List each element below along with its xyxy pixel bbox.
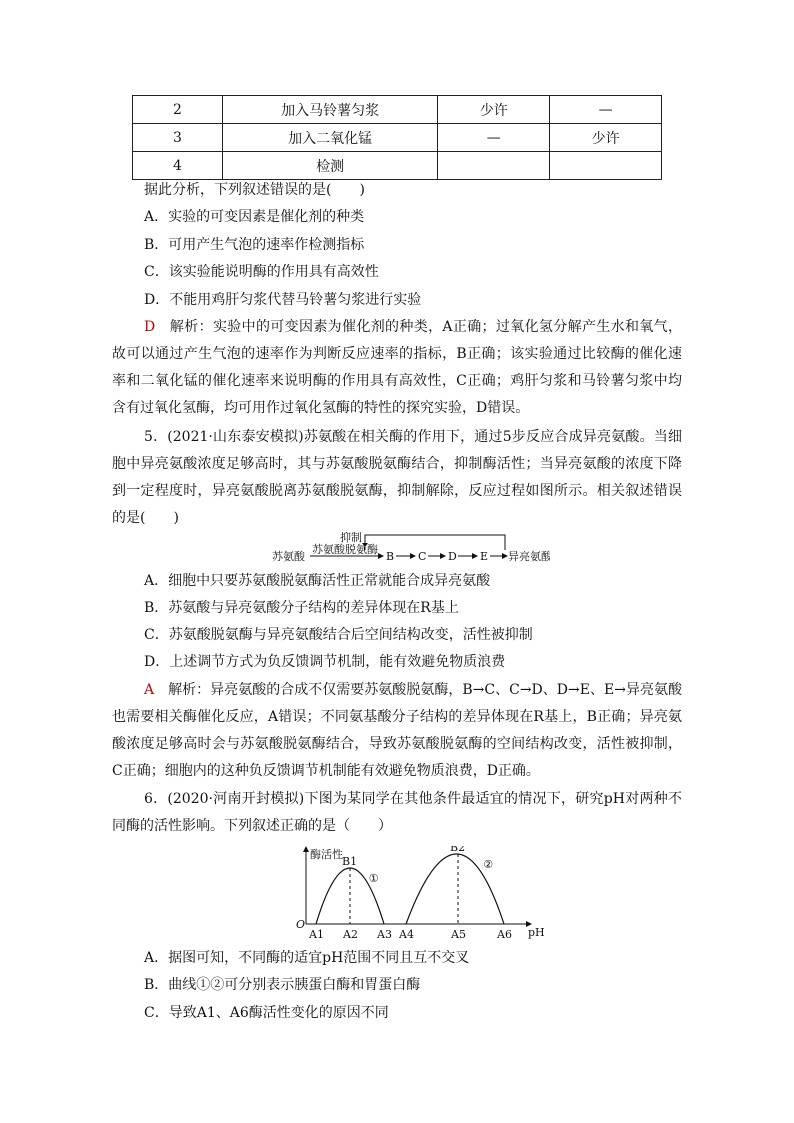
q5-option-a: A．细胞中只要苏氨酸脱氨酶活性正常就能合成异亮氨酸 bbox=[144, 573, 491, 589]
peak-label-1: B1 bbox=[342, 855, 358, 868]
x-tick-label: A2 bbox=[343, 928, 358, 941]
node-start: 苏氨酸 bbox=[272, 550, 305, 563]
table-cell: 2 bbox=[133, 96, 223, 124]
x-axis-label: pH bbox=[528, 926, 545, 939]
q5-explanation bbox=[112, 677, 682, 785]
x-tick-label: A1 bbox=[309, 928, 324, 941]
q6-stem: 6．(2020·河南开封模拟)下图为某同学在其他条件最适宜的情况下，研究pH对两种不同酶的活性影响。下列叙述正确的是（ ） bbox=[112, 791, 682, 834]
q5-option-c: C．苏氨酸脱氨酶与异亮氨酸结合后空间结构改变，活性被抑制 bbox=[144, 627, 533, 643]
table-cell: 少许 bbox=[550, 124, 662, 152]
node-d: D bbox=[448, 550, 457, 563]
arrowhead-3 bbox=[440, 553, 446, 559]
q4-option-c: C．该实验能说明酶的作用具有高效性 bbox=[144, 264, 379, 280]
inhibit-label: 抑制 bbox=[340, 532, 362, 544]
table-row bbox=[133, 152, 662, 180]
arrowhead-1 bbox=[378, 553, 384, 559]
table-cell bbox=[550, 152, 662, 180]
table-cell: 3 bbox=[133, 124, 223, 152]
peak-label-2: B2 bbox=[450, 846, 466, 854]
table-row bbox=[133, 124, 662, 152]
q4-option-d: D．不能用鸡肝匀浆代替马铃薯匀浆进行实验 bbox=[144, 292, 422, 308]
arrowhead-4 bbox=[472, 553, 478, 559]
table-row bbox=[133, 96, 662, 124]
node-e: E bbox=[480, 550, 489, 563]
enzyme-label: 苏氨酸脱氨酶 bbox=[312, 543, 378, 556]
y-axis-arrow bbox=[303, 846, 309, 852]
x-tick-label: A3 bbox=[377, 928, 392, 941]
q4-answer: D bbox=[144, 319, 156, 335]
x-tick-label: A6 bbox=[497, 928, 512, 941]
feedback-line bbox=[365, 535, 505, 550]
chart-svg bbox=[296, 846, 546, 941]
table-cell: — bbox=[438, 124, 550, 152]
q5-option-d: D．上述调节方式为负反馈调节机制，能有效避免物质浪费 bbox=[144, 654, 506, 670]
table-cell: — bbox=[550, 96, 662, 124]
y-axis-label: 酶活性 bbox=[310, 848, 343, 861]
table-cell bbox=[438, 152, 550, 180]
q4-explanation-text: 解析：实验中的可变因素为催化剂的种类，A正确；过氧化氢分解产生水和氧气，故可以通过产生气泡的速率作为判断反应速率的指标，B正确；该实验通过比较酶的催化速率和二氧化锰的催化速率来说明酶的作用具有高效性，C正确；鸡肝匀浆和马铃薯匀浆中均含有过氧化氢酶，均可用作过氧化氢酶的特性的探究实验，D错误。 bbox=[112, 319, 682, 416]
experiment-table bbox=[132, 95, 662, 180]
q6-option-a: A．据图可知，不同酶的适宜pH范围不同且互不交叉 bbox=[144, 950, 470, 966]
table-cell: 检测 bbox=[222, 152, 438, 180]
q4-option-a: A．实验的可变因素是催化剂的种类 bbox=[144, 209, 365, 225]
ph-activity-chart bbox=[296, 846, 546, 945]
pathway-diagram bbox=[270, 532, 550, 564]
table-cell: 少许 bbox=[438, 96, 550, 124]
table-cell: 加入马铃薯匀浆 bbox=[222, 96, 438, 124]
q5-explanation-text: 解析：异亮氨酸的合成不仅需要苏氨酸脱氨酶，B→C、C→D、D→E、E→异亮氨酸也需要相关酶催化反应，A错误；不同氨基酸分子结构的差异体现在R基上，B正确；异亮氨酸浓度足够高时会与苏氨酸脱氨酶结合，导致苏氨酸脱氨酶的空间结构改变，活性被抑制，C正确；细胞内的这种负反馈调节机制能有效避免物质浪费，D正确。 bbox=[112, 682, 682, 779]
origin-label: O bbox=[296, 918, 306, 931]
q6-option-b: B．曲线①②可分别表示胰蛋白酶和胃蛋白酶 bbox=[144, 977, 421, 993]
arrowhead-2 bbox=[410, 553, 416, 559]
q4-explanation bbox=[112, 314, 682, 422]
series-label-1: ① bbox=[368, 872, 379, 885]
q6-option-c: C．导致A1、A6酶活性变化的原因不同 bbox=[144, 1005, 389, 1021]
q4-stem: 据此分析，下列叙述错误的是( ) bbox=[144, 182, 365, 198]
table-cell: 加入二氧化锰 bbox=[222, 124, 438, 152]
node-c: C bbox=[418, 550, 427, 563]
node-end: 异亮氨酸 bbox=[508, 550, 550, 563]
q5-answer: A bbox=[144, 682, 155, 698]
pathway-svg bbox=[270, 532, 550, 564]
x-tick-label: A5 bbox=[451, 928, 466, 941]
node-b: B bbox=[386, 550, 395, 563]
series-label-2: ② bbox=[483, 858, 494, 871]
q5-stem: 5．(2021·山东泰安模拟)苏氨酸在相关酶的作用下，通过5步反应合成异亮氨酸。当细胞中异亮氨酸浓度足够高时，其与苏氨酸脱氨酶结合，抑制酶活性；当异亮氨酸的浓度下降到一定程度时，异亮氨酸脱离苏氨酸脱氨酶，抑制解除，反应过程如图所示。相关叙述错误的是( ) bbox=[112, 429, 682, 526]
q4-option-b: B．可用产生气泡的速率作检测指标 bbox=[144, 237, 365, 253]
x-tick-label: A4 bbox=[399, 928, 414, 941]
q5-option-b: B．苏氨酸与异亮氨酸分子结构的差异体现在R基上 bbox=[144, 600, 459, 616]
table-cell: 4 bbox=[133, 152, 223, 180]
